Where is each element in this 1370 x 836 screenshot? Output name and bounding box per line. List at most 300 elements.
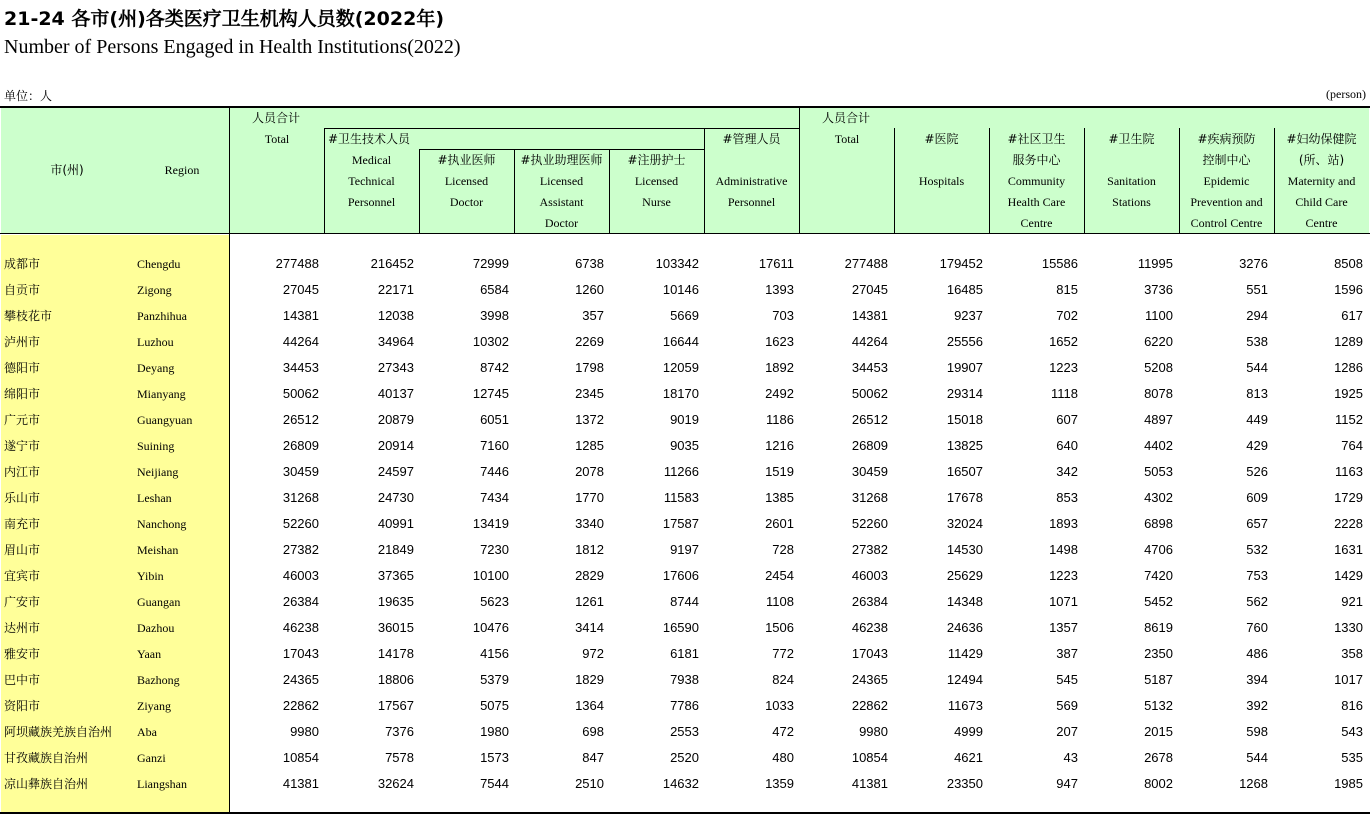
value-cell: 179452 [939,256,983,271]
value-cell: 1985 [1334,776,1363,791]
value-cell: 2520 [670,750,699,765]
value-cell: 30459 [851,464,888,479]
value-cell: 342 [1056,464,1078,479]
value-cell: 7544 [480,776,509,791]
value-cell: 2269 [575,334,604,349]
table-row [0,589,1370,615]
table-row [0,667,1370,693]
value-cell: 1268 [1239,776,1268,791]
city-name-cn: 巴中市 [4,673,41,687]
table-row [0,485,1370,511]
header-sanitation: #卫生院 Sanitation Stations [1107,132,1156,209]
value-cell: 544 [1246,360,1268,375]
value-cell: 545 [1056,672,1078,687]
city-name-cn: 雅安市 [4,647,41,661]
value-cell: 25629 [946,568,983,583]
top-rule [0,106,1370,108]
value-cell: 2553 [670,724,699,739]
value-cell: 41381 [851,776,888,791]
value-cell: 22171 [377,282,414,297]
value-cell: 813 [1246,386,1268,401]
value-cell: 32624 [377,776,414,791]
header-epidemic: #疾病预防 控制中心 Epidemic Prevention and Control Centre [1190,132,1263,230]
value-cell: 5053 [1144,464,1173,479]
table-row [0,745,1370,771]
table-row [0,641,1370,667]
bottom-rule [0,812,1370,814]
value-cell: 7376 [385,724,414,739]
value-cell: 1980 [480,724,509,739]
table-row [0,433,1370,459]
value-cell: 40137 [377,386,414,401]
value-cell: 4897 [1144,412,1173,427]
value-cell: 10100 [472,568,509,583]
header-licensed-doctor: #执业医师 Licensed Doctor [437,153,496,209]
value-cell: 34453 [282,360,319,375]
value-cell: 1223 [1049,360,1078,375]
value-cell: 50062 [851,386,888,401]
value-cell: 13825 [946,438,983,453]
table-row [0,459,1370,485]
table-row [0,693,1370,719]
city-name-cn: 宜宾市 [4,569,41,583]
header-total1-en: Total [264,132,290,146]
value-cell: 11429 [947,646,983,661]
value-cell: 2350 [1144,646,1173,661]
value-cell: 4999 [954,724,983,739]
region-name-en: Chengdu [137,257,181,271]
header-region: Region [164,163,200,177]
value-cell: 12745 [472,386,509,401]
city-name-cn: 眉山市 [4,543,41,557]
value-cell: 847 [582,750,604,765]
value-cell: 480 [772,750,794,765]
value-cell: 27045 [282,282,319,297]
value-cell: 17611 [758,256,794,271]
city-name-cn: 甘孜藏族自治州 [4,751,89,765]
value-cell: 764 [1341,438,1363,453]
region-name-en: Liangshan [137,777,187,791]
value-cell: 1017 [1334,672,1363,687]
value-cell: 609 [1246,490,1268,505]
header-hospitals: #医院 Hospitals [918,132,965,188]
value-cell: 7578 [385,750,414,765]
value-cell: 1100 [1145,308,1173,323]
value-cell: 816 [1341,698,1363,713]
value-cell: 1729 [1334,490,1363,505]
value-cell: 449 [1246,412,1268,427]
value-cell: 2510 [575,776,604,791]
value-cell: 2454 [765,568,794,583]
header-assistant-doctor: #执业助理医师 Licensed Assistant Doctor [520,153,603,230]
value-cell: 815 [1056,282,1078,297]
city-name-cn: 南充市 [4,517,41,531]
region-name-en: Panzhihua [137,309,187,323]
value-cell: 9980 [290,724,319,739]
city-name-cn: 凉山彝族自治州 [4,777,89,791]
city-name-cn: 乐山市 [4,491,41,505]
value-cell: 18170 [662,386,699,401]
value-cell: 34453 [851,360,888,375]
region-name-en: Suining [137,439,175,453]
value-cell: 26512 [851,412,888,427]
value-cell: 429 [1246,438,1268,453]
region-name-en: Guangan [137,595,181,609]
value-cell: 12494 [946,672,983,687]
value-cell: 13419 [472,516,509,531]
value-cell: 14381 [851,308,888,323]
value-cell: 1071 [1049,594,1078,609]
value-cell: 3414 [575,620,604,635]
value-cell: 1330 [1334,620,1363,635]
value-cell: 10854 [282,750,319,765]
city-name-cn: 达州市 [4,621,41,635]
city-name-cn: 资阳市 [4,699,41,713]
value-cell: 5132 [1144,698,1173,713]
value-cell: 4302 [1144,490,1173,505]
unit-label-chinese: 单位：人 [4,89,53,103]
value-cell: 607 [1056,412,1078,427]
value-cell: 1357 [1049,620,1078,635]
value-cell: 1652 [1049,334,1078,349]
header-total2-cn: 人员合计 [822,111,871,125]
value-cell: 1260 [575,282,604,297]
region-name-en: Ganzi [137,751,166,765]
value-cell: 52260 [282,516,319,531]
value-cell: 1033 [765,698,794,713]
value-cell: 22862 [282,698,319,713]
value-cell: 10146 [662,282,699,297]
value-cell: 15586 [1041,256,1078,271]
value-cell: 26809 [282,438,319,453]
value-cell: 8619 [1144,620,1173,635]
table-row [0,771,1370,797]
value-cell: 24597 [377,464,414,479]
value-cell: 6220 [1144,334,1173,349]
value-cell: 551 [1246,282,1268,297]
value-cell: 4706 [1144,542,1173,557]
value-cell: 14632 [662,776,699,791]
value-cell: 14530 [946,542,983,557]
value-cell: 7446 [480,464,509,479]
value-cell: 24730 [377,490,414,505]
value-cell: 72999 [472,256,509,271]
value-cell: 1925 [1334,386,1363,401]
value-cell: 9035 [670,438,699,453]
value-cell: 27045 [851,282,888,297]
value-cell: 17043 [851,646,888,661]
city-name-cn: 阿坝藏族羌族自治州 [4,725,113,739]
table-row [0,303,1370,329]
value-cell: 31268 [851,490,888,505]
value-cell: 1372 [575,412,604,427]
value-cell: 1286 [1334,360,1363,375]
region-name-en: Bazhong [137,673,180,687]
value-cell: 12038 [377,308,414,323]
value-cell: 8744 [670,594,699,609]
region-name-en: Nanchong [137,517,187,531]
value-cell: 1359 [765,776,794,791]
value-cell: 3736 [1144,282,1173,297]
city-name-cn: 广安市 [4,595,41,609]
value-cell: 1216 [765,438,794,453]
value-cell: 2228 [1334,516,1363,531]
value-cell: 36015 [377,620,414,635]
region-name-en: Neijiang [137,465,179,479]
value-cell: 9197 [670,542,699,557]
value-cell: 6738 [575,256,604,271]
value-cell: 26384 [851,594,888,609]
value-cell: 1429 [1334,568,1363,583]
value-cell: 24365 [851,672,888,687]
table-row [0,251,1370,277]
city-name-cn: 德阳市 [4,361,41,375]
value-cell: 17567 [377,698,414,713]
value-cell: 4156 [480,646,509,661]
value-cell: 2492 [765,386,794,401]
value-cell: 1186 [766,412,794,427]
value-cell: 14178 [377,646,414,661]
value-cell: 8742 [480,360,509,375]
value-cell: 9237 [954,308,983,323]
region-name-en: Yaan [137,647,162,661]
value-cell: 21849 [377,542,414,557]
table-row [0,537,1370,563]
value-cell: 207 [1056,724,1078,739]
value-cell: 27382 [282,542,319,557]
city-name-cn: 内江市 [4,465,41,479]
value-cell: 1519 [765,464,794,479]
region-name-en: Ziyang [137,699,171,713]
header-community: #社区卫生 服务中心 Community Health Care Centre [1007,132,1066,230]
value-cell: 103342 [655,256,699,271]
value-cell: 921 [1341,594,1363,609]
value-cell: 40991 [377,516,414,531]
table-row [0,407,1370,433]
value-cell: 1118 [1051,386,1078,401]
table-row [0,719,1370,745]
value-cell: 1364 [575,698,604,713]
value-cell: 26384 [282,594,319,609]
value-cell: 1261 [575,594,604,609]
value-cell: 12059 [662,360,699,375]
value-cell: 1596 [1334,282,1363,297]
value-cell: 1285 [575,438,604,453]
value-cell: 1892 [765,360,794,375]
city-name-cn: 成都市 [4,257,41,271]
value-cell: 1223 [1049,568,1078,583]
value-cell: 17587 [662,516,699,531]
value-cell: 1623 [765,334,794,349]
value-cell: 853 [1056,490,1078,505]
value-cell: 532 [1246,542,1268,557]
city-name-cn: 泸州市 [4,335,41,349]
value-cell: 24365 [282,672,319,687]
value-cell: 2829 [575,568,604,583]
value-cell: 52260 [851,516,888,531]
value-cell: 30459 [282,464,319,479]
value-cell: 3340 [575,516,604,531]
value-cell: 2601 [765,516,794,531]
value-cell: 294 [1246,308,1268,323]
city-name-cn: 自贡市 [4,283,41,297]
value-cell: 6898 [1144,516,1173,531]
header-total1-cn: 人员合计 [252,111,301,125]
region-name-en: Guangyuan [137,413,193,427]
value-cell: 824 [772,672,794,687]
table-row [0,511,1370,537]
value-cell: 46003 [851,568,888,583]
value-cell: 27382 [851,542,888,557]
table-row [0,563,1370,589]
value-cell: 11583 [663,490,699,505]
value-cell: 1108 [766,594,794,609]
value-cell: 18806 [377,672,414,687]
value-cell: 17606 [662,568,699,583]
value-cell: 3276 [1239,256,1268,271]
value-cell: 8078 [1144,386,1173,401]
header-medtech-group: #卫生技术人员 [328,132,411,146]
header-nurse: #注册护士 Licensed Nurse [627,153,686,209]
value-cell: 698 [582,724,604,739]
value-cell: 703 [772,308,794,323]
value-cell: 5075 [480,698,509,713]
table-title-chinese: 21-24 各市(州)各类医疗卫生机构人员数(2022年) [4,8,444,30]
value-cell: 947 [1056,776,1078,791]
region-name-en: Meishan [137,543,179,557]
value-cell: 15018 [946,412,983,427]
region-name-en: Zigong [137,283,172,297]
value-cell: 2078 [575,464,604,479]
value-cell: 1893 [1049,516,1078,531]
value-cell: 25556 [946,334,983,349]
value-cell: 11673 [947,698,983,713]
table-row [0,381,1370,407]
value-cell: 17043 [282,646,319,661]
value-cell: 5187 [1144,672,1173,687]
value-cell: 11266 [663,464,699,479]
value-cell: 10476 [472,620,509,635]
value-cell: 17678 [946,490,983,505]
table-row [0,355,1370,381]
value-cell: 31268 [282,490,319,505]
region-name-en: Mianyang [137,387,186,401]
value-cell: 543 [1341,724,1363,739]
value-cell: 5452 [1144,594,1173,609]
region-name-en: Yibin [137,569,164,583]
value-cell: 1152 [1335,412,1363,427]
value-cell: 7434 [480,490,509,505]
value-cell: 10302 [472,334,509,349]
value-cell: 562 [1246,594,1268,609]
value-cell: 1798 [575,360,604,375]
header-total2-en: Total [834,132,860,146]
value-cell: 34964 [377,334,414,349]
value-cell: 46238 [282,620,319,635]
city-name-cn: 广元市 [4,413,41,427]
value-cell: 46238 [851,620,888,635]
region-name-en: Leshan [137,491,172,505]
value-cell: 4621 [954,750,983,765]
value-cell: 9019 [670,412,699,427]
value-cell: 5208 [1144,360,1173,375]
header-maternity: #妇幼保健院 (所、站) Maternity and Child Care Centre [1286,132,1357,230]
value-cell: 5379 [480,672,509,687]
value-cell: 26809 [851,438,888,453]
header-city: 市(州) [50,163,84,177]
value-cell: 32024 [946,516,983,531]
value-cell: 22862 [851,698,888,713]
city-name-cn: 遂宁市 [4,439,41,453]
value-cell: 357 [582,308,604,323]
value-cell: 598 [1246,724,1268,739]
value-cell: 16590 [662,620,699,635]
value-cell: 358 [1341,646,1363,661]
value-cell: 4402 [1144,438,1173,453]
value-cell: 7938 [670,672,699,687]
value-cell: 535 [1341,750,1363,765]
value-cell: 7420 [1144,568,1173,583]
value-cell: 216452 [370,256,414,271]
value-cell: 16485 [946,282,983,297]
value-cell: 1812 [575,542,604,557]
value-cell: 37365 [377,568,414,583]
value-cell: 29314 [946,386,983,401]
value-cell: 972 [582,646,604,661]
value-cell: 24636 [946,620,983,635]
value-cell: 1393 [765,282,794,297]
value-cell: 10854 [851,750,888,765]
value-cell: 7160 [480,438,509,453]
value-cell: 43 [1063,750,1078,765]
table-row [0,329,1370,355]
value-cell: 44264 [282,334,319,349]
value-cell: 20879 [377,412,414,427]
value-cell: 9980 [859,724,888,739]
table-row [0,615,1370,641]
value-cell: 26512 [282,412,319,427]
region-name-en: Aba [137,725,157,739]
value-cell: 14348 [946,594,983,609]
value-cell: 1385 [765,490,794,505]
value-cell: 760 [1246,620,1268,635]
value-cell: 14381 [282,308,319,323]
header-bottom-rule [0,233,1370,234]
unit-label-english: (person) [1326,87,1366,101]
value-cell: 5623 [480,594,509,609]
value-cell: 11995 [1137,256,1173,271]
value-cell: 569 [1056,698,1078,713]
value-cell: 1498 [1049,542,1078,557]
header-admin: #管理人员 Administrative Personnel [715,132,788,209]
value-cell: 1770 [575,490,604,505]
value-cell: 640 [1056,438,1078,453]
value-cell: 41381 [282,776,319,791]
value-cell: 387 [1056,646,1078,661]
value-cell: 7786 [670,698,699,713]
value-cell: 1506 [765,620,794,635]
region-name-en: Dazhou [137,621,175,635]
value-cell: 6584 [480,282,509,297]
city-name-cn: 攀枝花市 [4,309,53,323]
value-cell: 472 [772,724,794,739]
value-cell: 1163 [1335,464,1363,479]
value-cell: 1289 [1334,334,1363,349]
value-cell: 657 [1246,516,1268,531]
value-cell: 16507 [946,464,983,479]
value-cell: 5669 [670,308,699,323]
value-cell: 392 [1246,698,1268,713]
